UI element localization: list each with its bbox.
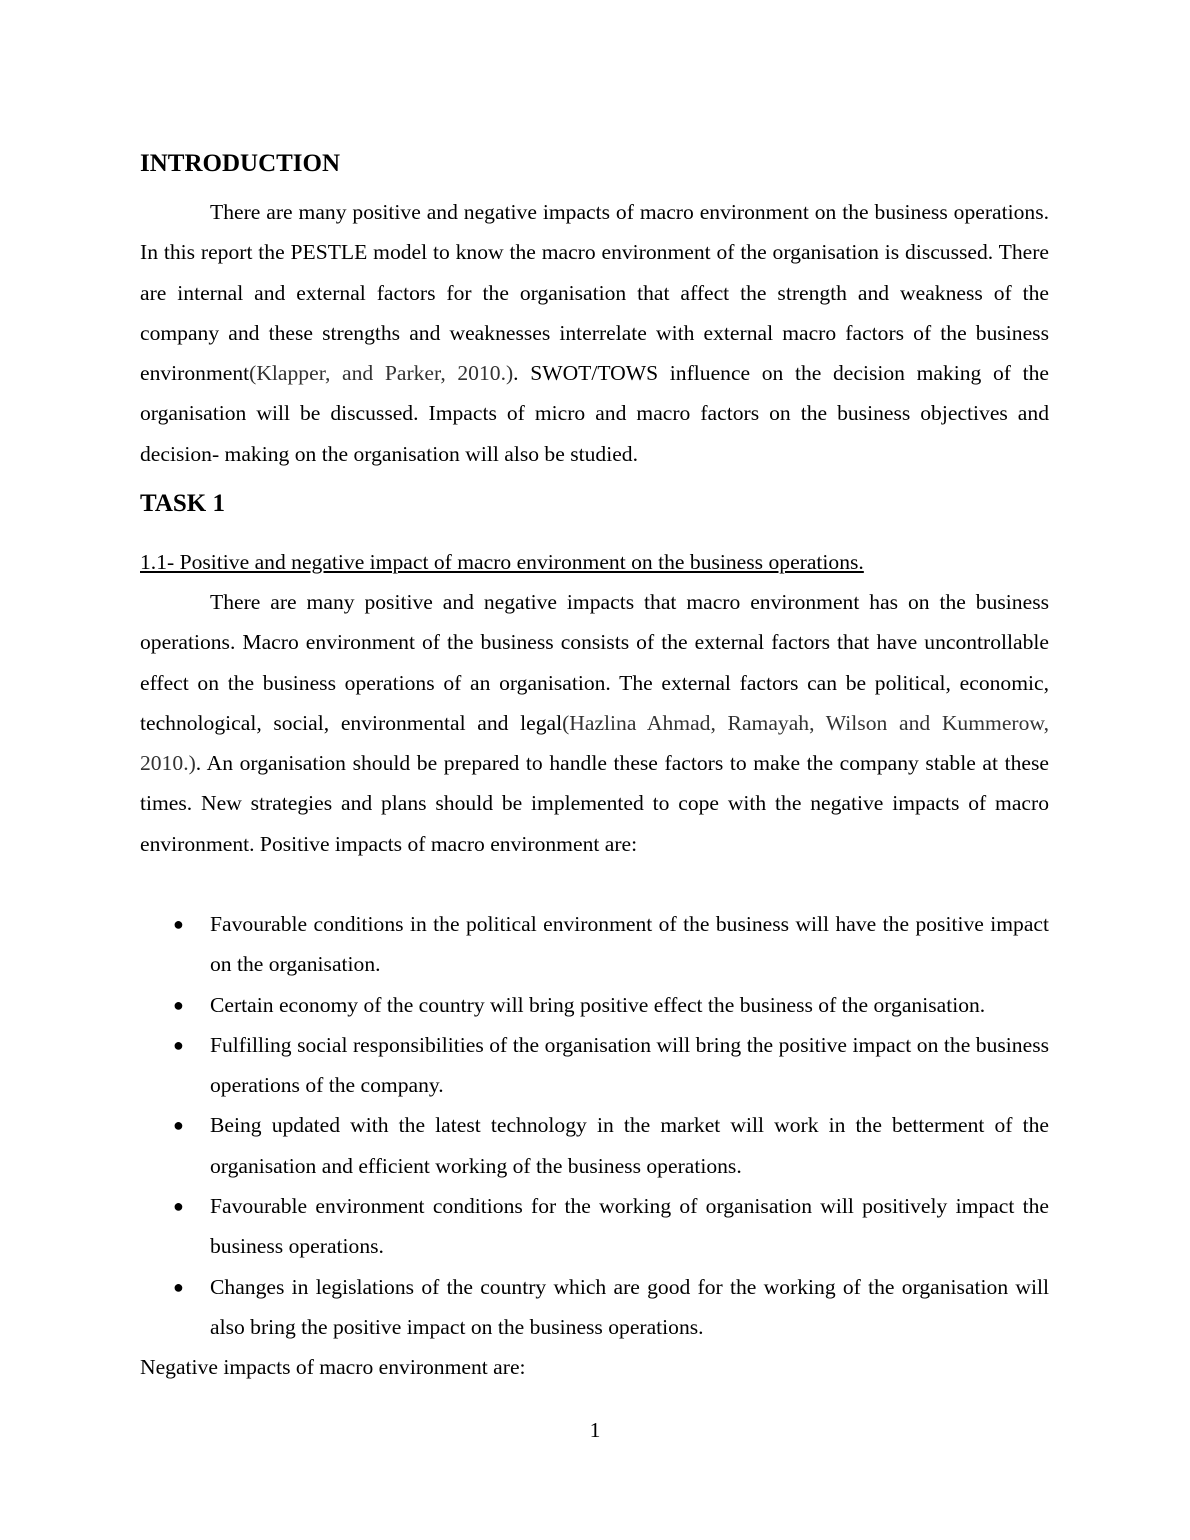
- list-item: [140, 985, 1049, 1025]
- bullet-icon: ●: [173, 1196, 184, 1217]
- bullet-icon: ●: [173, 1034, 184, 1055]
- list-item-text: Favourable environment conditions for the working of organisation will positively impact the business operations.: [210, 1194, 1049, 1259]
- bullet-icon: ●: [173, 1276, 184, 1297]
- negative-impacts-intro: Negative impacts of macro environment are:: [140, 1355, 526, 1379]
- positive-impacts-list: [140, 904, 1049, 1347]
- intro-heading: INTRODUCTION: [140, 150, 341, 177]
- list-item-text: Fulfilling social responsibilities of the organisation will bring the positive impact on the business operations of the company.: [210, 1032, 1049, 1098]
- page-number: 1: [589, 1418, 601, 1442]
- list-item: [140, 1186, 1049, 1267]
- list-item: [140, 1267, 1049, 1348]
- list-item-text: Favourable conditions in the political environment of the business will have the positive impact on the organisation.: [210, 912, 1049, 977]
- bullet-icon: ●: [173, 994, 184, 1015]
- bullet-icon: ●: [173, 914, 184, 934]
- task1-heading: TASK 1: [140, 490, 225, 517]
- bullet-icon: ●: [173, 1115, 184, 1136]
- task1-text-2: . An organisation should be prepared to handle these factors to make the company stable at these times. New strategies and plans should be implemented to cope with the negative impacts of macro environment. Positive impacts of macro environment are:: [140, 751, 1049, 856]
- task1-paragraph: [140, 582, 1049, 864]
- list-item: [140, 1105, 1049, 1186]
- intro-text-2: . SWOT/TOWS influence on the decision making of the organisation will be discussed. Impacts of micro and macro factors on the business objectives and decision- making on the organisation will also be studied.: [140, 361, 1049, 466]
- intro-paragraph: [140, 192, 1049, 474]
- list-item: [140, 1025, 1049, 1106]
- list-item-text: Being updated with the latest technology in the market will work in the betterment of the organisation and efficient working of the business operations.: [210, 1113, 1049, 1178]
- citation: (Hazlina Ahmad, Ramayah, Wilson and Kummerow, 2010.): [140, 710, 1049, 776]
- intro-text: There are many positive and negative impacts of macro environment on the business operations. In this report the PESTLE model to know the macro environment of the organisation is discussed. There are internal and external factors for the organisation that affect the strength and weakness of the company and these strengths and weaknesses interrelate with external macro factors of the business environment: [140, 200, 1049, 386]
- task1-text: There are many positive and negative impacts that macro environment has on the business operations. Macro environment of the business consists of the external factors that have uncontrollable effect on the business operations of an organisation. The external factors can be political, economic, technological, social, environmental and legal: [140, 590, 1049, 735]
- citation: (Klapper, and Parker, 2010.): [249, 361, 514, 386]
- section-subheading: 1.1- Positive and negative impact of macro environment on the business operations.: [140, 550, 864, 574]
- list-item: [140, 904, 1049, 985]
- list-item-text: Certain economy of the country will bring positive effect the business of the organisation.: [210, 992, 986, 1017]
- list-item-text: Changes in legislations of the country which are good for the working of the organisation will also bring the positive impact on the business operations.: [210, 1274, 1049, 1339]
